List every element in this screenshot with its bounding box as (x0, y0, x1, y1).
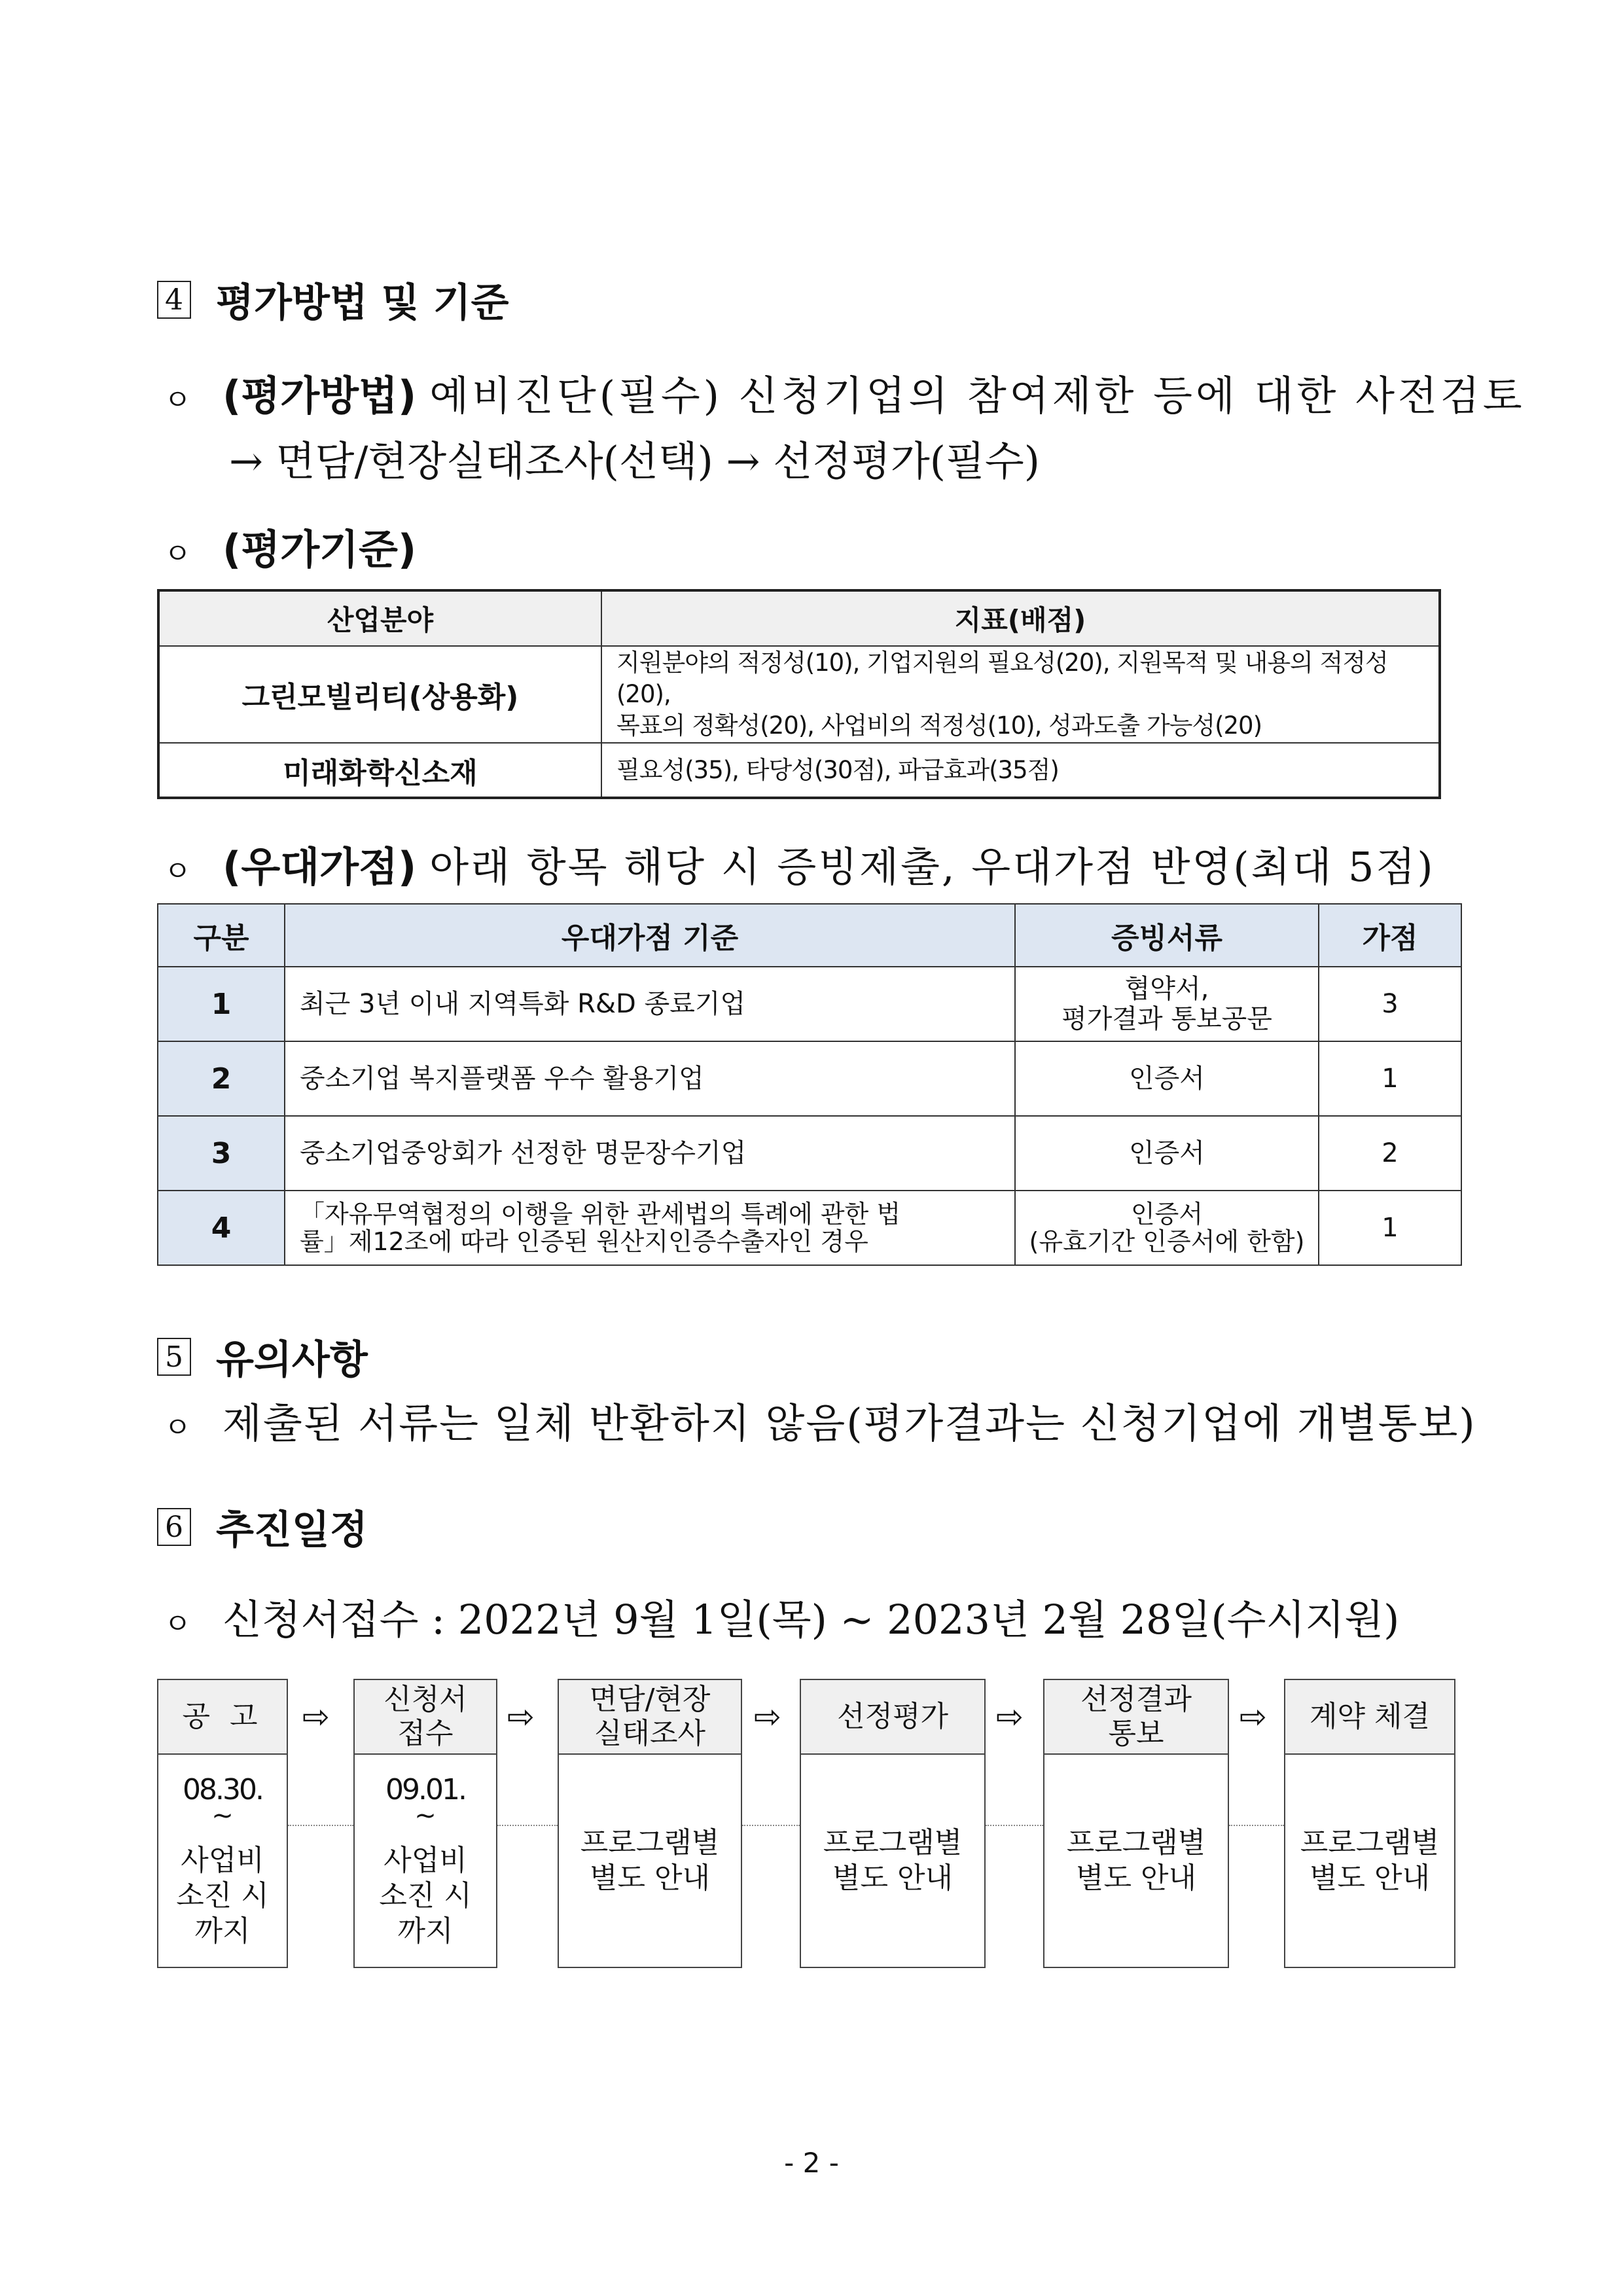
doc-line: 협약서, (1124, 974, 1209, 1004)
header-points: 가점 (1319, 904, 1461, 967)
schedule-text: 신청서접수 : 2022년 9월 1일(목) ~ 2023년 2월 28일(수시지원) (223, 1596, 1400, 1643)
step-head-text: 선정결과 (1080, 1683, 1192, 1716)
section-6-heading (157, 1499, 368, 1555)
table-header-row (158, 904, 1461, 967)
criteria-table (157, 589, 1441, 799)
points-cell: 1 (1319, 1191, 1461, 1265)
doc-cell (1015, 1041, 1319, 1116)
bonus-text: 아래 항목 해당 시 증빙제출, 우대가점 반영(최대 5점) (429, 843, 1435, 891)
dotted-connector (742, 1825, 800, 1826)
row-number: 2 (158, 1041, 285, 1116)
step-body (157, 1753, 288, 1968)
step-head (1043, 1679, 1229, 1755)
doc-line: 인증서 (1129, 1138, 1205, 1168)
notice-bullet-line (164, 1391, 1476, 1449)
step-head-text: 계약 체결 (1309, 1700, 1430, 1733)
row-number: 4 (158, 1191, 285, 1265)
indicator-line: 필요성(35), 타당성(30점), 파급효과(35점) (616, 755, 1059, 784)
step-body-line: 별도 안내 (589, 1861, 710, 1895)
section-5-heading (157, 1329, 368, 1385)
header-doc: 증빙서류 (1015, 904, 1319, 967)
step-body-line: 까지 (397, 1914, 454, 1948)
bullet-icon: ㅇ (164, 1411, 192, 1444)
header-field: 산업분야 (158, 590, 601, 646)
step-body (558, 1753, 742, 1968)
step-head (1284, 1679, 1455, 1755)
step-body-line: 별도 안내 (832, 1861, 953, 1895)
criteria-line: 률」제12조에 따라 인증된 원산지인증수출자인 경우 (300, 1227, 868, 1256)
method-text-line1: 예비진단(필수) 신청기업의 참여제한 등에 대한 사전검토 (429, 372, 1525, 420)
indicator-line: 지원분야의 적정성(10), 기업지원의 필요성(20), 지원목적 및 내용의 적정성(20), (616, 649, 1388, 708)
criteria-cell (285, 1041, 1015, 1116)
step-head (157, 1679, 288, 1755)
table-header-row (158, 590, 1440, 646)
doc-cell (1015, 1191, 1319, 1265)
doc-line: (유효기간 인증서에 한함) (1029, 1227, 1305, 1256)
table-row (158, 1041, 1461, 1116)
indicator-line: 목표의 정확성(20), 사업비의 적정성(10), 성과도출 가능성(20) (616, 711, 1262, 740)
doc-line: 인증서 (1129, 1064, 1205, 1094)
points-cell: 2 (1319, 1116, 1461, 1191)
step-head-text: 공 고 (182, 1700, 263, 1733)
bullet-icon: ㅇ (164, 1607, 192, 1641)
step-head-text: 선정평가 (836, 1700, 948, 1733)
step-body-line: 사업비 (383, 1844, 467, 1877)
flow-arrow-icon: ⇨ (302, 1698, 330, 1736)
step-body-line: 소진 시 (379, 1879, 472, 1912)
section-4-heading (157, 272, 509, 328)
dotted-connector (986, 1825, 1043, 1826)
step-body-line: 프로그램별 (580, 1826, 720, 1859)
section-title: 평가방법 및 기준 (216, 280, 509, 326)
header-no: 구분 (158, 904, 285, 967)
bonus-label: (우대가점) (223, 843, 417, 891)
header-indicator: 지표(배점) (601, 590, 1440, 646)
step-body (800, 1753, 986, 1968)
section-number-box: 6 (157, 1508, 191, 1546)
page-number: - 2 - (784, 2147, 839, 2179)
criteria-line: 중소기업 복지플랫폼 우수 활용기업 (300, 1064, 704, 1094)
table-row (158, 967, 1461, 1041)
bonus-table (157, 903, 1462, 1266)
table-row (158, 646, 1440, 743)
step-tilde: ~ (414, 1801, 437, 1831)
doc-cell (1015, 967, 1319, 1041)
field-cell: 미래화학신소재 (158, 743, 601, 798)
step-body (353, 1753, 497, 1968)
criteria-cell (285, 1116, 1015, 1191)
row-number: 3 (158, 1116, 285, 1191)
step-body-line: 소진 시 (176, 1879, 269, 1912)
doc-line: 인증서 (1130, 1200, 1204, 1229)
method-label: (평가방법) (223, 372, 417, 420)
step-head (800, 1679, 986, 1755)
bonus-bullet-line (164, 834, 1435, 893)
doc-line: 평가결과 통보공문 (1061, 1004, 1272, 1034)
points-cell: 1 (1319, 1041, 1461, 1116)
row-number: 1 (158, 967, 285, 1041)
bullet-icon: ㅇ (164, 537, 192, 571)
step-head (558, 1679, 742, 1755)
method-text-line2: → 면담/현장실태조사(선택) → 선정평가(필수) (229, 437, 1040, 485)
flow-arrow-icon: ⇨ (754, 1698, 781, 1736)
step-body-line: 프로그램별 (1066, 1826, 1206, 1859)
section-title: 유의사항 (216, 1337, 368, 1383)
step-head-text: 면담/현장 (589, 1683, 711, 1716)
step-body (1284, 1753, 1455, 1968)
schedule-bullet-line (164, 1587, 1399, 1645)
dotted-connector (497, 1825, 558, 1826)
criteria-label: (평가기준) (223, 526, 417, 573)
step-head-text: 실태조사 (594, 1717, 705, 1750)
doc-cell (1015, 1116, 1319, 1191)
step-body-line: 별도 안내 (1075, 1861, 1196, 1895)
section-number-box: 4 (157, 281, 191, 319)
dotted-connector (1229, 1825, 1284, 1826)
step-body-line: 까지 (194, 1914, 251, 1948)
table-row (158, 743, 1440, 798)
section-title: 추진일정 (216, 1507, 368, 1553)
header-criteria: 우대가점 기준 (285, 904, 1015, 967)
section-number-box: 5 (157, 1338, 191, 1376)
points-cell: 3 (1319, 967, 1461, 1041)
table-row (158, 1191, 1461, 1265)
bullet-icon: ㅇ (164, 855, 192, 888)
step-head-text: 신청서 (383, 1683, 467, 1716)
notice-text: 제출된 서류는 일체 반환하지 않음(평가결과는 신청기업에 개별통보) (223, 1399, 1476, 1447)
criteria-cell (285, 967, 1015, 1041)
step-date: 09.01. (385, 1773, 465, 1806)
step-tilde: ~ (211, 1801, 234, 1831)
dotted-connector (288, 1825, 353, 1826)
flow-arrow-icon: ⇨ (996, 1698, 1024, 1736)
criteria-line: 중소기업중앙회가 선정한 명문장수기업 (300, 1138, 747, 1168)
criteria-bullet-line (164, 517, 429, 575)
table-row (158, 1116, 1461, 1191)
step-body-line: 사업비 (181, 1844, 264, 1877)
step-body-line: 별도 안내 (1309, 1861, 1430, 1895)
method-bullet-line (164, 363, 1525, 422)
step-body-line: 프로그램별 (1300, 1826, 1440, 1859)
criteria-cell (285, 1191, 1015, 1265)
criteria-line: 「자유무역협정의 이행을 위한 관세법의 특례에 관한 법 (300, 1200, 901, 1229)
flow-arrow-icon: ⇨ (1240, 1698, 1267, 1736)
step-head-text: 접수 (397, 1717, 454, 1750)
flow-arrow-icon: ⇨ (507, 1698, 535, 1736)
criteria-line: 최근 3년 이내 지역특화 R&D 종료기업 (300, 989, 746, 1019)
step-body (1043, 1753, 1229, 1968)
step-body-line: 프로그램별 (823, 1826, 963, 1859)
step-head-text: 통보 (1108, 1717, 1164, 1750)
bullet-icon: ㅇ (164, 384, 192, 417)
indicator-cell (601, 743, 1440, 798)
field-cell: 그린모빌리티(상용화) (158, 646, 601, 743)
step-date: 08.30. (183, 1773, 262, 1806)
indicator-cell (601, 646, 1440, 743)
step-head (353, 1679, 497, 1755)
